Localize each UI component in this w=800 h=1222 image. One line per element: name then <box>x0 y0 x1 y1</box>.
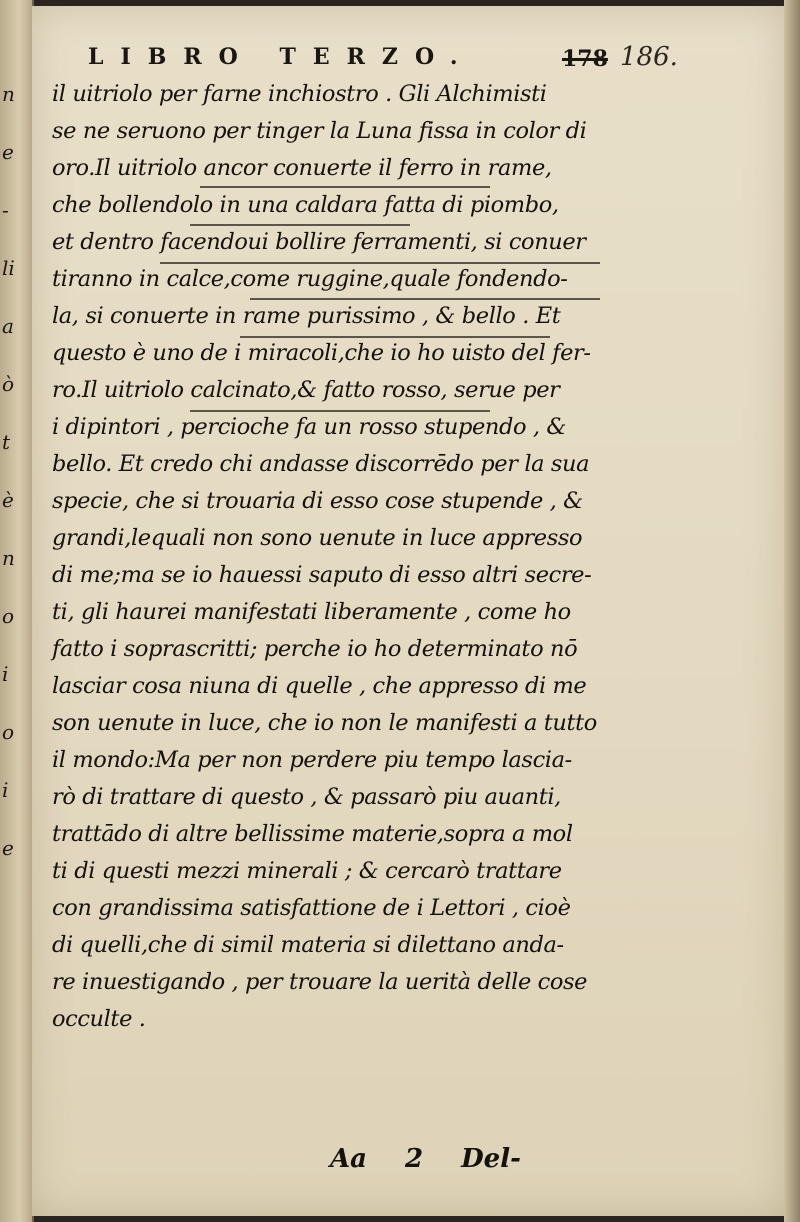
underline-mark <box>190 224 410 226</box>
text-line: fatto i soprascritti; perche io ho determinato nō <box>52 636 578 662</box>
text-line: ti, gli haurei manifestati liberamente , come ho <box>52 599 571 625</box>
text-line: occulte . <box>52 1006 146 1032</box>
page-footer <box>330 1144 559 1174</box>
text-line: specie, che si trouaria di esso cose stupende , & <box>52 488 583 514</box>
body-text <box>52 76 622 1038</box>
facing-page-fragment: i <box>2 778 9 802</box>
text-line: che bollendolo in una caldara fatta di piombo, <box>52 192 559 218</box>
text-line: ro.Il uitriolo calcinato,& fatto rosso, serue per <box>52 377 560 403</box>
text-line: bello. Et credo chi andasse discorrēdo per la sua <box>52 451 590 477</box>
underline-mark <box>240 336 550 338</box>
text-line: la, si conuerte in rame purissimo , & bello . Et <box>52 303 561 329</box>
text-line: ti di questi mezzi minerali ; & cercarò trattare <box>52 858 562 884</box>
running-title: LIBRO TERZO. <box>88 44 475 70</box>
facing-page-fragment: t <box>2 430 11 454</box>
text-line: di quelli,che di simil materia si dilettano anda- <box>52 932 564 958</box>
printed-page-number: 178 <box>562 46 608 72</box>
signature-mark: Aa <box>330 1144 368 1174</box>
text-line: re inuestigando , per trouare la uerità delle cose <box>52 969 588 995</box>
facing-page-fragment: a <box>2 314 14 338</box>
text-line: tiranno in calce,come ruggine,quale fondendo- <box>52 266 568 292</box>
underline-mark <box>200 186 490 188</box>
page-edge-right <box>784 0 800 1222</box>
underline-mark <box>190 410 490 412</box>
text-line: oro.Il uitriolo ancor conuerte il ferro in rame, <box>52 155 552 181</box>
facing-page-fragment: - <box>2 198 9 222</box>
facing-page-fragment: o <box>2 720 15 744</box>
text-line: et dentro facendoui bollire ferramenti, si conuer <box>52 229 586 255</box>
text-line: con grandissima satisfattione de i Lettori , cioè <box>52 895 571 921</box>
facing-page-fragment: n <box>2 546 15 570</box>
handwritten-page-number: 186. <box>620 42 678 72</box>
text-line: trattādo di altre bellissime materie,sopra a mol <box>52 821 573 847</box>
facing-page-fragment: i <box>2 662 9 686</box>
facing-page-fragment: n <box>2 82 15 106</box>
text-line: grandi,lequali non sono uenute in luce appresso <box>52 525 583 551</box>
text-line: son uenute in luce, che io non le manifesti a tutto <box>52 710 597 736</box>
text-line: di me;ma se io hauessi saputo di esso altri secre- <box>52 562 592 588</box>
text-line: rò di trattare di questo , & passarò piu auanti, <box>52 784 561 810</box>
underline-mark <box>250 298 600 300</box>
facing-page-fragment: è <box>2 488 14 512</box>
signature-number: 2 <box>405 1144 424 1174</box>
facing-page-fragment: o <box>2 604 15 628</box>
text-line: lasciar cosa niuna di quelle , che appresso di me <box>52 673 587 699</box>
facing-page-fragment: e <box>2 836 14 860</box>
text-line: il mondo:Ma per non perdere piu tempo lascia- <box>52 747 572 773</box>
text-line: se ne seruono per tinger la Luna fissa in color di <box>52 118 587 144</box>
facing-page-fragment: e <box>2 140 14 164</box>
underline-mark <box>160 262 600 264</box>
facing-page-edge <box>0 0 34 1222</box>
text-line: questo è uno de i miracoli,che io ho uisto del fer- <box>52 340 591 366</box>
facing-page-fragment: ò <box>2 372 15 396</box>
text-line: il uitriolo per farne inchiostro . Gli Alchimisti <box>52 81 547 107</box>
catchword: Del- <box>461 1144 521 1174</box>
text-line: i dipintori , percioche fa un rosso stupendo , & <box>52 414 567 440</box>
facing-page-fragment: li <box>2 256 15 280</box>
